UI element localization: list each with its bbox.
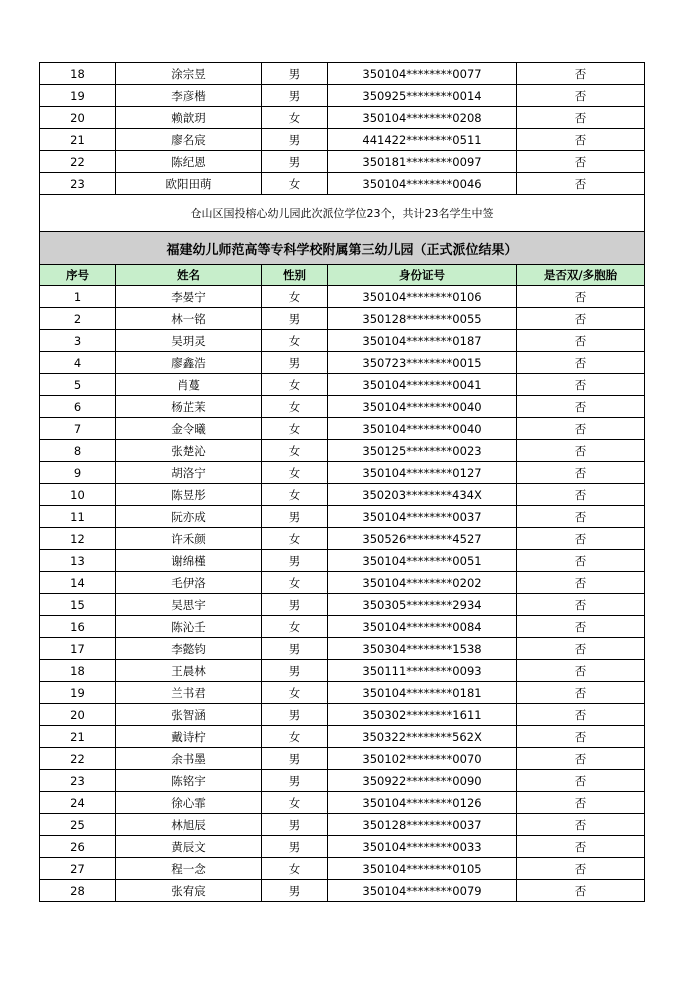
table-row bbox=[40, 550, 645, 572]
cell-id-number: 350302********1611 bbox=[328, 704, 517, 726]
table-row bbox=[40, 858, 645, 880]
cell-twins: 否 bbox=[517, 616, 645, 638]
cell-id-number: 350104********0040 bbox=[328, 418, 517, 440]
table-row bbox=[40, 462, 645, 484]
cell-no: 18 bbox=[40, 63, 116, 85]
cell-id-number: 350128********0037 bbox=[328, 814, 517, 836]
cell-twins: 否 bbox=[517, 836, 645, 858]
cell-name: 陈铭宇 bbox=[116, 770, 262, 792]
cell-gender: 男 bbox=[262, 308, 328, 330]
cell-id-number: 350102********0070 bbox=[328, 748, 517, 770]
table-row bbox=[40, 374, 645, 396]
column-header-row bbox=[40, 265, 645, 286]
cell-id-number: 350104********0187 bbox=[328, 330, 517, 352]
cell-gender: 女 bbox=[262, 330, 328, 352]
cell-no: 18 bbox=[40, 660, 116, 682]
header-id: 身份证号 bbox=[328, 265, 517, 286]
cell-gender: 男 bbox=[262, 129, 328, 151]
cell-twins: 否 bbox=[517, 440, 645, 462]
cell-no: 6 bbox=[40, 396, 116, 418]
cell-no: 19 bbox=[40, 85, 116, 107]
table-row bbox=[40, 726, 645, 748]
cell-gender: 男 bbox=[262, 770, 328, 792]
cell-twins: 否 bbox=[517, 151, 645, 173]
cell-name: 张宥宸 bbox=[116, 880, 262, 902]
cell-no: 20 bbox=[40, 107, 116, 129]
cell-no: 20 bbox=[40, 704, 116, 726]
cell-id-number: 441422********0511 bbox=[328, 129, 517, 151]
cell-twins: 否 bbox=[517, 858, 645, 880]
cell-no: 28 bbox=[40, 880, 116, 902]
cell-name: 许禾颜 bbox=[116, 528, 262, 550]
table-row bbox=[40, 107, 645, 129]
cell-no: 10 bbox=[40, 484, 116, 506]
summary-text: 仓山区国投榕心幼儿园此次派位学位23个，共计23名学生中签 bbox=[40, 195, 645, 232]
cell-no: 11 bbox=[40, 506, 116, 528]
cell-name: 赖歆玥 bbox=[116, 107, 262, 129]
cell-no: 23 bbox=[40, 173, 116, 195]
table-row bbox=[40, 396, 645, 418]
table-row bbox=[40, 638, 645, 660]
cell-twins: 否 bbox=[517, 770, 645, 792]
cell-id-number: 350104********0181 bbox=[328, 682, 517, 704]
cell-name: 吴思宇 bbox=[116, 594, 262, 616]
cell-twins: 否 bbox=[517, 129, 645, 151]
cell-name: 涂宗昱 bbox=[116, 63, 262, 85]
cell-no: 14 bbox=[40, 572, 116, 594]
cell-name: 李懿钧 bbox=[116, 638, 262, 660]
cell-name: 林旭辰 bbox=[116, 814, 262, 836]
cell-gender: 男 bbox=[262, 352, 328, 374]
cell-id-number: 350128********0055 bbox=[328, 308, 517, 330]
header-gender: 性别 bbox=[262, 265, 328, 286]
cell-id-number: 350104********0126 bbox=[328, 792, 517, 814]
table-row bbox=[40, 792, 645, 814]
table-row bbox=[40, 286, 645, 308]
cell-no: 15 bbox=[40, 594, 116, 616]
cell-gender: 男 bbox=[262, 836, 328, 858]
cell-no: 22 bbox=[40, 151, 116, 173]
table-row bbox=[40, 308, 645, 330]
cell-no: 27 bbox=[40, 858, 116, 880]
cell-no: 9 bbox=[40, 462, 116, 484]
cell-no: 5 bbox=[40, 374, 116, 396]
cell-name: 谢绵槿 bbox=[116, 550, 262, 572]
table-row bbox=[40, 594, 645, 616]
cell-no: 22 bbox=[40, 748, 116, 770]
cell-name: 胡洛宁 bbox=[116, 462, 262, 484]
cell-id-number: 350181********0097 bbox=[328, 151, 517, 173]
cell-id-number: 350925********0014 bbox=[328, 85, 517, 107]
cell-no: 8 bbox=[40, 440, 116, 462]
table-row bbox=[40, 880, 645, 902]
cell-gender: 男 bbox=[262, 594, 328, 616]
section-header bbox=[40, 195, 645, 286]
cell-no: 19 bbox=[40, 682, 116, 704]
cell-id-number: 350723********0015 bbox=[328, 352, 517, 374]
cell-name: 程一念 bbox=[116, 858, 262, 880]
table-row bbox=[40, 814, 645, 836]
cell-no: 26 bbox=[40, 836, 116, 858]
cell-twins: 否 bbox=[517, 286, 645, 308]
header-twins: 是否双/多胞胎 bbox=[517, 265, 645, 286]
table-row bbox=[40, 836, 645, 858]
cell-no: 23 bbox=[40, 770, 116, 792]
cell-twins: 否 bbox=[517, 594, 645, 616]
school-rows bbox=[40, 286, 645, 902]
cell-twins: 否 bbox=[517, 704, 645, 726]
cell-twins: 否 bbox=[517, 572, 645, 594]
cell-twins: 否 bbox=[517, 352, 645, 374]
cell-name: 杨芷茉 bbox=[116, 396, 262, 418]
cell-gender: 男 bbox=[262, 638, 328, 660]
cell-no: 21 bbox=[40, 726, 116, 748]
cell-id-number: 350104********0127 bbox=[328, 462, 517, 484]
cell-gender: 女 bbox=[262, 484, 328, 506]
cell-id-number: 350104********0077 bbox=[328, 63, 517, 85]
cell-no: 25 bbox=[40, 814, 116, 836]
cell-name: 廖名宸 bbox=[116, 129, 262, 151]
cell-twins: 否 bbox=[517, 396, 645, 418]
cell-twins: 否 bbox=[517, 308, 645, 330]
cell-twins: 否 bbox=[517, 682, 645, 704]
cell-gender: 男 bbox=[262, 63, 328, 85]
cell-twins: 否 bbox=[517, 374, 645, 396]
table-row bbox=[40, 704, 645, 726]
header-name: 姓名 bbox=[116, 265, 262, 286]
cell-name: 余书墨 bbox=[116, 748, 262, 770]
cell-no: 16 bbox=[40, 616, 116, 638]
cell-no: 13 bbox=[40, 550, 116, 572]
cell-id-number: 350104********0202 bbox=[328, 572, 517, 594]
cell-name: 黄辰文 bbox=[116, 836, 262, 858]
table-row bbox=[40, 129, 645, 151]
summary-row bbox=[40, 195, 645, 232]
cell-id-number: 350305********2934 bbox=[328, 594, 517, 616]
cell-gender: 女 bbox=[262, 572, 328, 594]
cell-twins: 否 bbox=[517, 85, 645, 107]
previous-school-rows bbox=[40, 63, 645, 195]
cell-name: 张智涵 bbox=[116, 704, 262, 726]
cell-twins: 否 bbox=[517, 814, 645, 836]
table-row bbox=[40, 748, 645, 770]
cell-gender: 男 bbox=[262, 880, 328, 902]
cell-name: 阮亦成 bbox=[116, 506, 262, 528]
school-title: 福建幼儿师范高等专科学校附属第三幼儿园（正式派位结果） bbox=[40, 232, 645, 265]
cell-gender: 女 bbox=[262, 682, 328, 704]
table-row bbox=[40, 660, 645, 682]
cell-id-number: 350526********4527 bbox=[328, 528, 517, 550]
cell-id-number: 350111********0093 bbox=[328, 660, 517, 682]
table-row bbox=[40, 616, 645, 638]
cell-gender: 女 bbox=[262, 462, 328, 484]
cell-id-number: 350922********0090 bbox=[328, 770, 517, 792]
cell-twins: 否 bbox=[517, 173, 645, 195]
cell-twins: 否 bbox=[517, 462, 645, 484]
cell-twins: 否 bbox=[517, 484, 645, 506]
cell-gender: 男 bbox=[262, 550, 328, 572]
cell-no: 17 bbox=[40, 638, 116, 660]
table-row bbox=[40, 506, 645, 528]
cell-twins: 否 bbox=[517, 528, 645, 550]
cell-gender: 男 bbox=[262, 151, 328, 173]
cell-twins: 否 bbox=[517, 330, 645, 352]
cell-gender: 男 bbox=[262, 85, 328, 107]
cell-gender: 女 bbox=[262, 107, 328, 129]
cell-name: 陈纪恩 bbox=[116, 151, 262, 173]
cell-id-number: 350304********1538 bbox=[328, 638, 517, 660]
cell-gender: 女 bbox=[262, 286, 328, 308]
cell-id-number: 350104********0084 bbox=[328, 616, 517, 638]
cell-name: 廖鑫浩 bbox=[116, 352, 262, 374]
cell-twins: 否 bbox=[517, 748, 645, 770]
cell-no: 24 bbox=[40, 792, 116, 814]
cell-name: 徐心霏 bbox=[116, 792, 262, 814]
table-row bbox=[40, 63, 645, 85]
cell-id-number: 350104********0040 bbox=[328, 396, 517, 418]
cell-gender: 女 bbox=[262, 396, 328, 418]
cell-id-number: 350104********0105 bbox=[328, 858, 517, 880]
cell-gender: 女 bbox=[262, 858, 328, 880]
school-title-row bbox=[40, 232, 645, 265]
cell-gender: 男 bbox=[262, 660, 328, 682]
allocation-table bbox=[39, 62, 645, 902]
cell-no: 3 bbox=[40, 330, 116, 352]
cell-name: 陈沁壬 bbox=[116, 616, 262, 638]
cell-gender: 女 bbox=[262, 726, 328, 748]
cell-name: 肖蔓 bbox=[116, 374, 262, 396]
cell-gender: 女 bbox=[262, 418, 328, 440]
cell-gender: 女 bbox=[262, 792, 328, 814]
cell-name: 王晨林 bbox=[116, 660, 262, 682]
cell-id-number: 350104********0208 bbox=[328, 107, 517, 129]
cell-twins: 否 bbox=[517, 726, 645, 748]
cell-gender: 男 bbox=[262, 704, 328, 726]
cell-name: 林一铭 bbox=[116, 308, 262, 330]
table-row bbox=[40, 572, 645, 594]
cell-no: 2 bbox=[40, 308, 116, 330]
cell-twins: 否 bbox=[517, 792, 645, 814]
cell-name: 戴诗柠 bbox=[116, 726, 262, 748]
cell-gender: 女 bbox=[262, 528, 328, 550]
table-row bbox=[40, 151, 645, 173]
cell-name: 欧阳田萌 bbox=[116, 173, 262, 195]
table-row bbox=[40, 85, 645, 107]
cell-name: 兰书君 bbox=[116, 682, 262, 704]
cell-gender: 男 bbox=[262, 748, 328, 770]
cell-twins: 否 bbox=[517, 550, 645, 572]
cell-twins: 否 bbox=[517, 418, 645, 440]
cell-twins: 否 bbox=[517, 638, 645, 660]
table-row bbox=[40, 528, 645, 550]
cell-id-number: 350125********0023 bbox=[328, 440, 517, 462]
table-row bbox=[40, 682, 645, 704]
cell-id-number: 350322********562X bbox=[328, 726, 517, 748]
cell-gender: 女 bbox=[262, 173, 328, 195]
table-row bbox=[40, 770, 645, 792]
cell-name: 张楚沁 bbox=[116, 440, 262, 462]
cell-no: 1 bbox=[40, 286, 116, 308]
cell-id-number: 350104********0033 bbox=[328, 836, 517, 858]
cell-no: 7 bbox=[40, 418, 116, 440]
header-no: 序号 bbox=[40, 265, 116, 286]
table-row bbox=[40, 173, 645, 195]
cell-gender: 男 bbox=[262, 506, 328, 528]
cell-gender: 女 bbox=[262, 440, 328, 462]
cell-id-number: 350203********434X bbox=[328, 484, 517, 506]
cell-gender: 男 bbox=[262, 814, 328, 836]
cell-id-number: 350104********0051 bbox=[328, 550, 517, 572]
table-row bbox=[40, 330, 645, 352]
table-row bbox=[40, 418, 645, 440]
cell-name: 陈昱彤 bbox=[116, 484, 262, 506]
cell-twins: 否 bbox=[517, 63, 645, 85]
cell-id-number: 350104********0041 bbox=[328, 374, 517, 396]
table-row bbox=[40, 352, 645, 374]
cell-no: 21 bbox=[40, 129, 116, 151]
cell-gender: 女 bbox=[262, 374, 328, 396]
cell-name: 金令曦 bbox=[116, 418, 262, 440]
cell-id-number: 350104********0106 bbox=[328, 286, 517, 308]
table-row bbox=[40, 440, 645, 462]
cell-twins: 否 bbox=[517, 506, 645, 528]
cell-no: 4 bbox=[40, 352, 116, 374]
cell-name: 毛伊洛 bbox=[116, 572, 262, 594]
cell-no: 12 bbox=[40, 528, 116, 550]
cell-id-number: 350104********0046 bbox=[328, 173, 517, 195]
cell-name: 李晏宁 bbox=[116, 286, 262, 308]
cell-gender: 女 bbox=[262, 616, 328, 638]
cell-id-number: 350104********0079 bbox=[328, 880, 517, 902]
cell-id-number: 350104********0037 bbox=[328, 506, 517, 528]
table-row bbox=[40, 484, 645, 506]
cell-name: 李彦楷 bbox=[116, 85, 262, 107]
cell-twins: 否 bbox=[517, 880, 645, 902]
cell-twins: 否 bbox=[517, 660, 645, 682]
cell-twins: 否 bbox=[517, 107, 645, 129]
cell-name: 吴玥灵 bbox=[116, 330, 262, 352]
